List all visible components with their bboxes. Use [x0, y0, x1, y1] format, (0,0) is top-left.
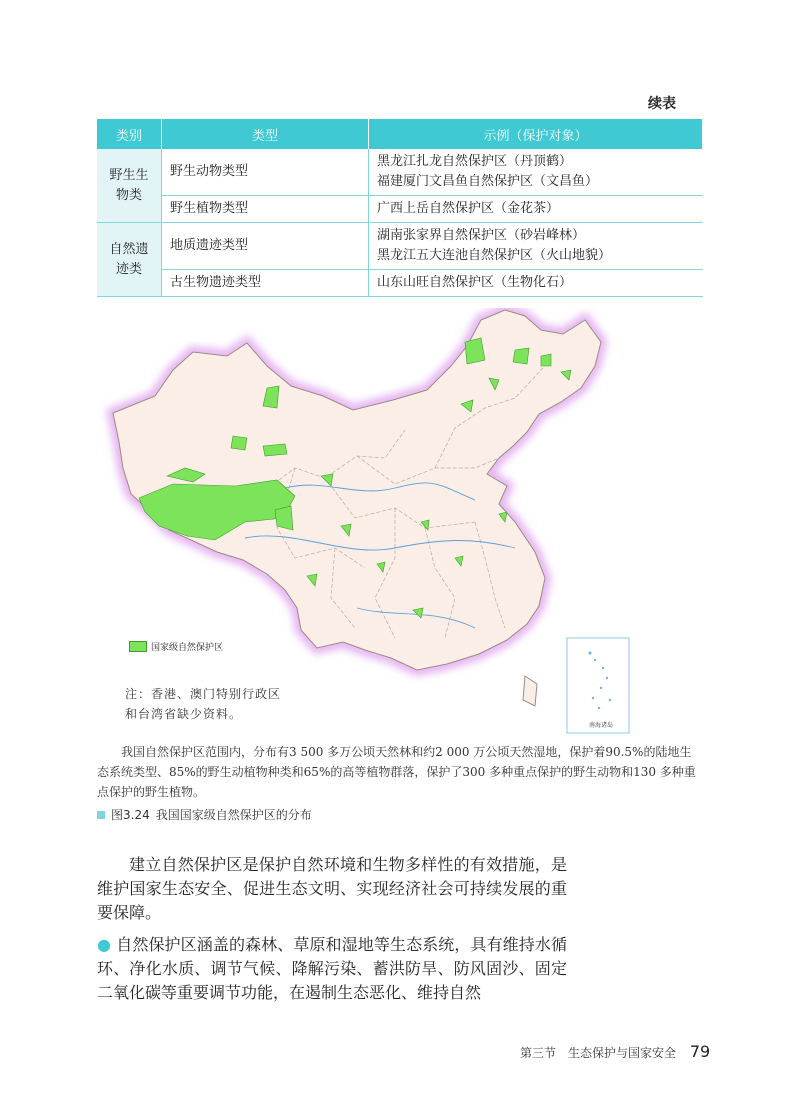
header-category: 类别 — [97, 119, 162, 149]
island — [523, 676, 537, 706]
china-reserves-map — [95, 308, 635, 738]
type-cell: 地质遗迹类型 — [162, 223, 369, 270]
table-header-row — [97, 119, 703, 149]
category-cell-relics: 自然遗迹类 — [97, 223, 162, 297]
table-row — [97, 223, 703, 270]
bullet-paragraph — [97, 933, 567, 1005]
paragraph-text: 建立自然保护区是保护自然环境和生物多样性的有效措施，是维护国家生态安全、促进生态文明、实现经济社会可持续发展的重要保障。 — [97, 855, 567, 922]
example-item: 黑龙江五大连池自然保护区（火山地貌） — [377, 248, 612, 263]
header-type: 类型 — [162, 119, 369, 149]
example-cell — [369, 149, 703, 196]
legend-swatch — [129, 641, 147, 652]
table-row — [97, 149, 703, 196]
figure-title-text: 我国国家级自然保护区的分布 — [155, 808, 312, 822]
body-paragraph-2 — [97, 933, 567, 1005]
bullet-icon: ● — [97, 935, 112, 954]
example-item: 广西上岳自然保护区（金花茶） — [377, 201, 560, 216]
legend-label: 国家级自然保护区 — [151, 643, 224, 653]
page-footer — [520, 1042, 710, 1061]
figure-title — [97, 806, 312, 823]
type-cell: 野生植物类型 — [162, 196, 369, 223]
example-item: 山东山旺自然保护区（生物化石） — [377, 275, 573, 290]
example-cell — [369, 223, 703, 270]
table-row — [97, 270, 703, 297]
map-legend — [129, 640, 223, 653]
reserve-types-table — [97, 119, 703, 297]
page-number: 79 — [689, 1042, 711, 1061]
body-paragraph-1 — [97, 853, 567, 925]
south-china-sea-inset — [567, 638, 629, 733]
header-examples: 示例（保护对象） — [369, 119, 703, 149]
map-note: 注：香港、澳门特别行政区和台湾省缺少资料。 — [125, 687, 282, 721]
type-cell: 野生动物类型 — [162, 149, 369, 196]
example-item: 湖南张家界自然保护区（砂岩峰林） — [377, 228, 586, 243]
table-row — [97, 196, 703, 223]
figure-caption-text: 我国自然保护区范围内，分布有3 500 多万公顷天然林和约2 000 万公顷天然湿地，保护着90.5%的陆地生态系统类型、85%的野生动植物种类和65%的高等植物群落，保护了300 多种重点保护的野生动物和130 多种重点保护的野生植物。 — [97, 745, 696, 799]
inset-label: 南海诸岛 — [588, 722, 614, 729]
figure-marker — [97, 811, 105, 819]
example-cell — [369, 196, 703, 223]
footer-section: 第三节 生态保护与国家安全 — [520, 1046, 677, 1060]
example-item: 黑龙江扎龙自然保护区（丹顶鹤） — [377, 154, 573, 169]
example-cell — [369, 270, 703, 297]
type-cell: 古生物遗迹类型 — [162, 270, 369, 297]
category-cell-wildlife: 野生生物类 — [97, 149, 162, 223]
example-item: 福建厦门文昌鱼自然保护区（文昌鱼） — [377, 174, 599, 189]
continued-table-label: 续表 — [648, 96, 676, 112]
paragraph-text: 自然保护区涵盖的森林、草原和湿地等生态系统，具有维持水循环、净化水质、调节气候、降解污染、蓄洪防旱、防风固沙、固定二氧化碳等重要调节功能，在遏制生态恶化、维持自然 — [97, 935, 567, 1002]
figure-number: 图3.24 — [111, 808, 150, 822]
